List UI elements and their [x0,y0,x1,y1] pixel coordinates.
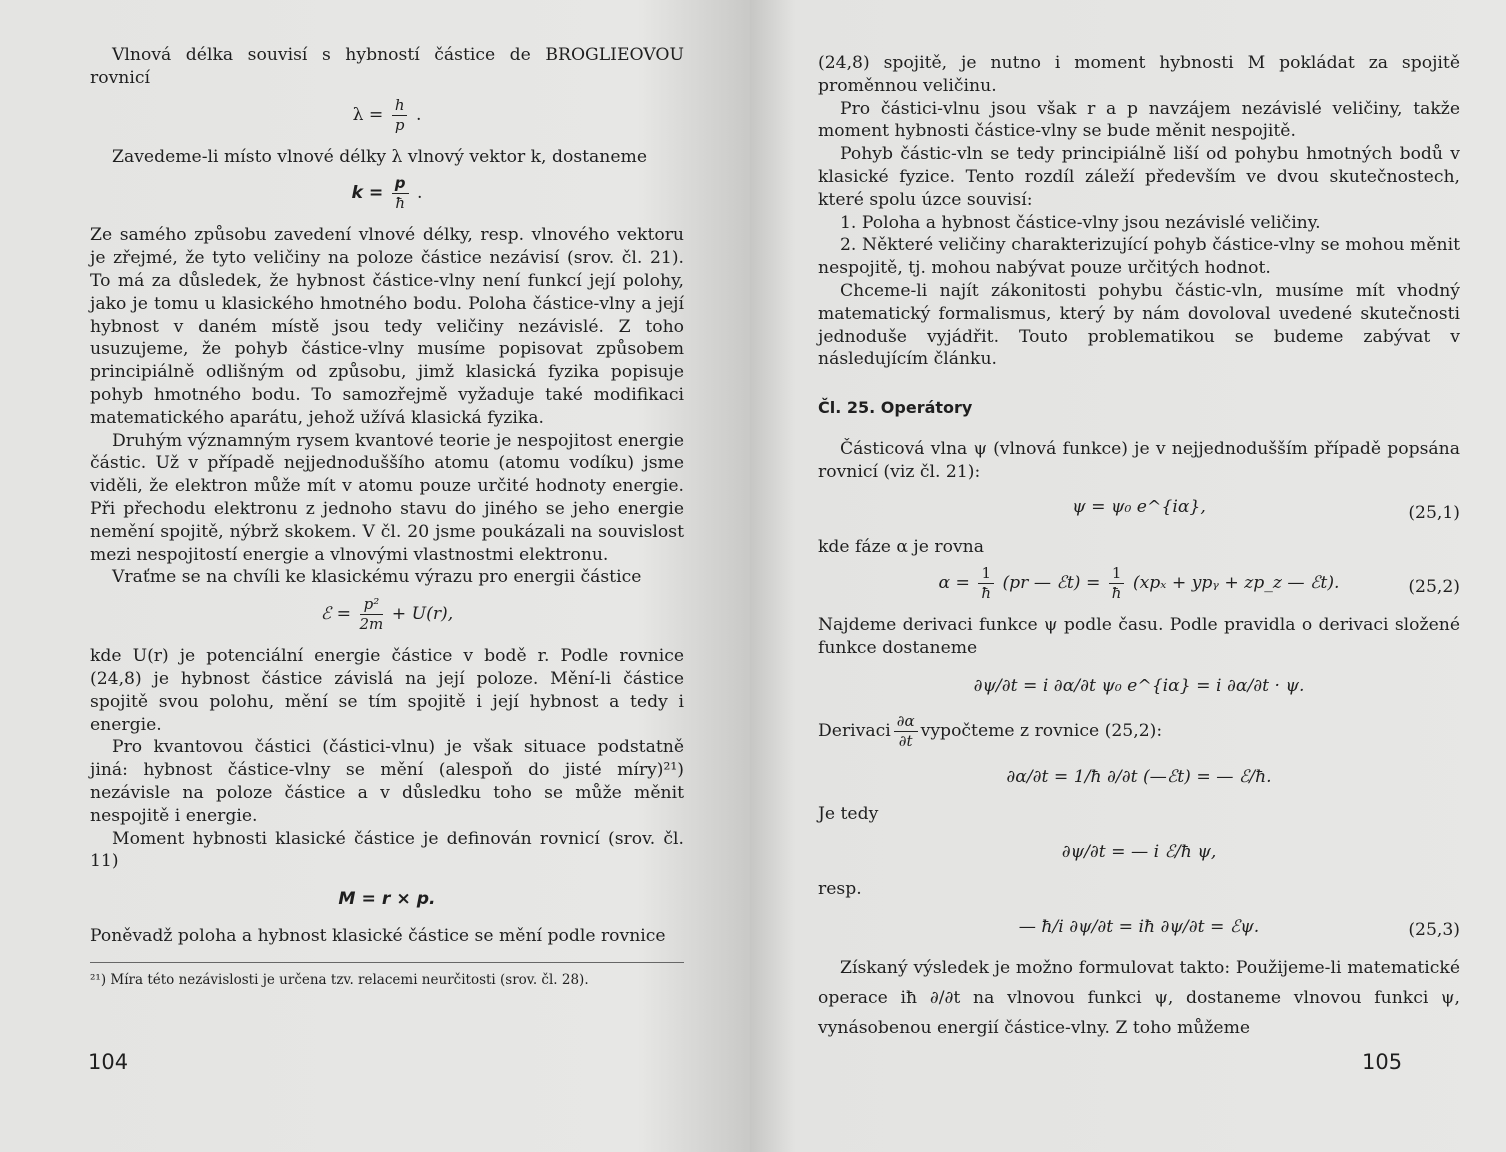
paragraph: Najdeme derivaci funkce ψ podle času. Podle pravidla o derivaci složené funkce dostaneme [818,615,1460,659]
equation-25-3: — ħ/i ∂ψ/∂t = iħ ∂ψ/∂t = ℰψ. (25,3) [1018,916,1460,940]
paragraph: Pro částici-vlnu jsou však r a p navzájem nezávislé veličiny, takže moment hybnosti částice-vlny se bude měnit nespojitě. [818,98,1460,142]
paragraph: Je tedy [818,803,879,824]
paragraph: Ze samého způsobu zavedení vlnové délky, resp. vlnového vektoru je zřejmé, že tyto veličiny na poloze částice nezávisí (srov. čl. 21). To má za důsledek, že hybnost částice-vlny není funkcí její polohy, jako je tomu u klasického hmotného bodu. Poloha částice-vlny a její hybnost v daném místě jsou tedy veličiny nezávislé. Z toho usuzujeme, že pohyb částice-vlny musíme popisovat způsobem principiálně odlišným od způsobu, jimž klasická fyzika popisuje pohyb hmotného bodu. To samozřejmě vyžaduje také modifikaci matematického aparátu, jehož užívá klasická fyzika. [90,225,684,428]
section-heading: Čl. 25. Operátory [818,398,973,418]
paragraph: Částicová vlna ψ (vlnová funkce) je v nejjednodušším případě popsána rovnicí (viz čl. 21): [818,438,1460,482]
list-item: 1. Poloha a hybnost částice-vlny jsou nezávislé veličiny. [840,212,1321,233]
equation-angular-momentum: M = r × p. [338,889,436,910]
equation-time-derivative: ∂ψ/∂t = i ∂α/∂t ψ₀ e^{iα} = i ∂α/∂t · ψ. [973,675,1305,696]
equation-psi-derivative: ∂ψ/∂t = — i ℰ/ħ ψ, [1061,841,1217,862]
paragraph: Získaný výsledek je možno formulovat takto: Použijeme-li matematické operace iħ ∂/∂t na vlnovou funkci ψ, dostaneme vlnovou funkci ψ, vynásobenou energií částice-vlny. Z toho můžeme [818,957,1460,1038]
paragraph: Pro kvantovou částici (částici-vlnu) je však situace podstatně jiná: hybnost částice-vlny se mění (alespoň do jisté míry)²¹) nezávisle na poloze částice a v důsledku toho se může měnit nespojitě i energie. [90,737,684,826]
equation-25-1: ψ = ψ₀ e^{iα}, (25,1) [1072,496,1460,523]
list-item: 2. Některé veličiny charakterizující pohyb částice-vlny se mohou měnit nespojitě, tj. mohou nabývat pouze určitých hodnot. [818,235,1460,279]
paragraph: resp. [818,878,862,899]
page-number: 105 [1362,1050,1403,1074]
paragraph: Pohyb částic-vln se tedy principiálně liší od pohybu hmotných bodů v klasické fyzice. Tento rozdíl záleží především ve dvou skutečnostech, které spolu úzce souvisí: [818,144,1460,210]
equation-wave-vector: k = $\frac{p}{ħ}$ . [351,174,423,213]
paragraph: Vlnová délka souvisí s hybností částice de BROGLIEOVOU rovnicí [90,45,684,88]
right-text-column [818,52,1460,1043]
paragraph: (24,8) spojitě, je nutno i moment hybnosti M pokládat za spojitě proměnnou veličinu. [818,53,1460,96]
equation-classical-energy: ℰ = $\frac{\text{p²}}{2m}$ + U(r), [320,595,454,634]
paragraph: Druhým významným rysem kvantové teorie je nespojitost energie částic. Už v případě nejjednoduššího atomu (atomu vodíku) jsme viděli, že elektron může mít v atomu pouze určité hodnoty energie. Při přechodu elektronu z jednoho stavu do jiného se jeho energie nemění spojitě, nýbrž skokem. V čl. 20 jsme poukázali na souvislost mezi nespojitostí energie a vlnovými vlastnostmi elektronu. [90,430,684,565]
paragraph: Derivaci $\frac{\partial\alpha}{\partial t}$ vypočteme z rovnice (25,2): [818,711,1163,750]
paragraph: Zavedeme-li místo vlnové délky λ vlnový vektor k, dostaneme [112,146,648,167]
paragraph: Moment hybnosti klasické částice je definován rovnicí (srov. čl. 11) [90,828,684,872]
equation-25-2: α = $\frac{1}{ħ}$ (pr — ℰt) = $\frac{1}{ħ}$ (xpₓ + ypᵧ + zp_z — ℰt). (25,2) [938,564,1460,603]
paragraph: Vraťme se na chvíli ke klasickému výrazu pro energii částice [112,567,642,588]
paragraph: Chceme-li najít zákonitosti pohybu částic-vln, musíme mít vhodný matematický formalismus, který by nám dovoloval uvedené skutečnosti jednoduše vyjádřit. Touto problematikou se budeme zabývat v následujícím článku. [818,280,1460,370]
left-page [0,0,750,1152]
equation-alpha-derivative: ∂α/∂t = 1/ħ ∂/∂t (—ℰt) = — ℰ/ħ. [1006,766,1272,787]
paragraph: kde fáze α je rovna [818,536,984,557]
paragraph: kde U(r) je potenciální energie částice v bodě r. Podle rovnice (24,8) je hybnost částice závislá na její poloze. Mění-li částice spojitě svou polohu, mění se tím spojitě i její hybnost a tedy i energie. [90,646,684,735]
paragraph: Poněvadž poloha a hybnost klasické částice se mění podle rovnice [90,926,666,947]
page-number: 104 [88,1050,129,1074]
footnote: ²¹) Míra této nezávislosti je určena tzv. relacemi neurčitosti (srov. čl. 28). [90,962,684,989]
left-text-column [90,44,684,989]
equation-wavelength: λ = $\frac{h}{p}$ . [352,95,422,134]
right-page [750,0,1506,1152]
